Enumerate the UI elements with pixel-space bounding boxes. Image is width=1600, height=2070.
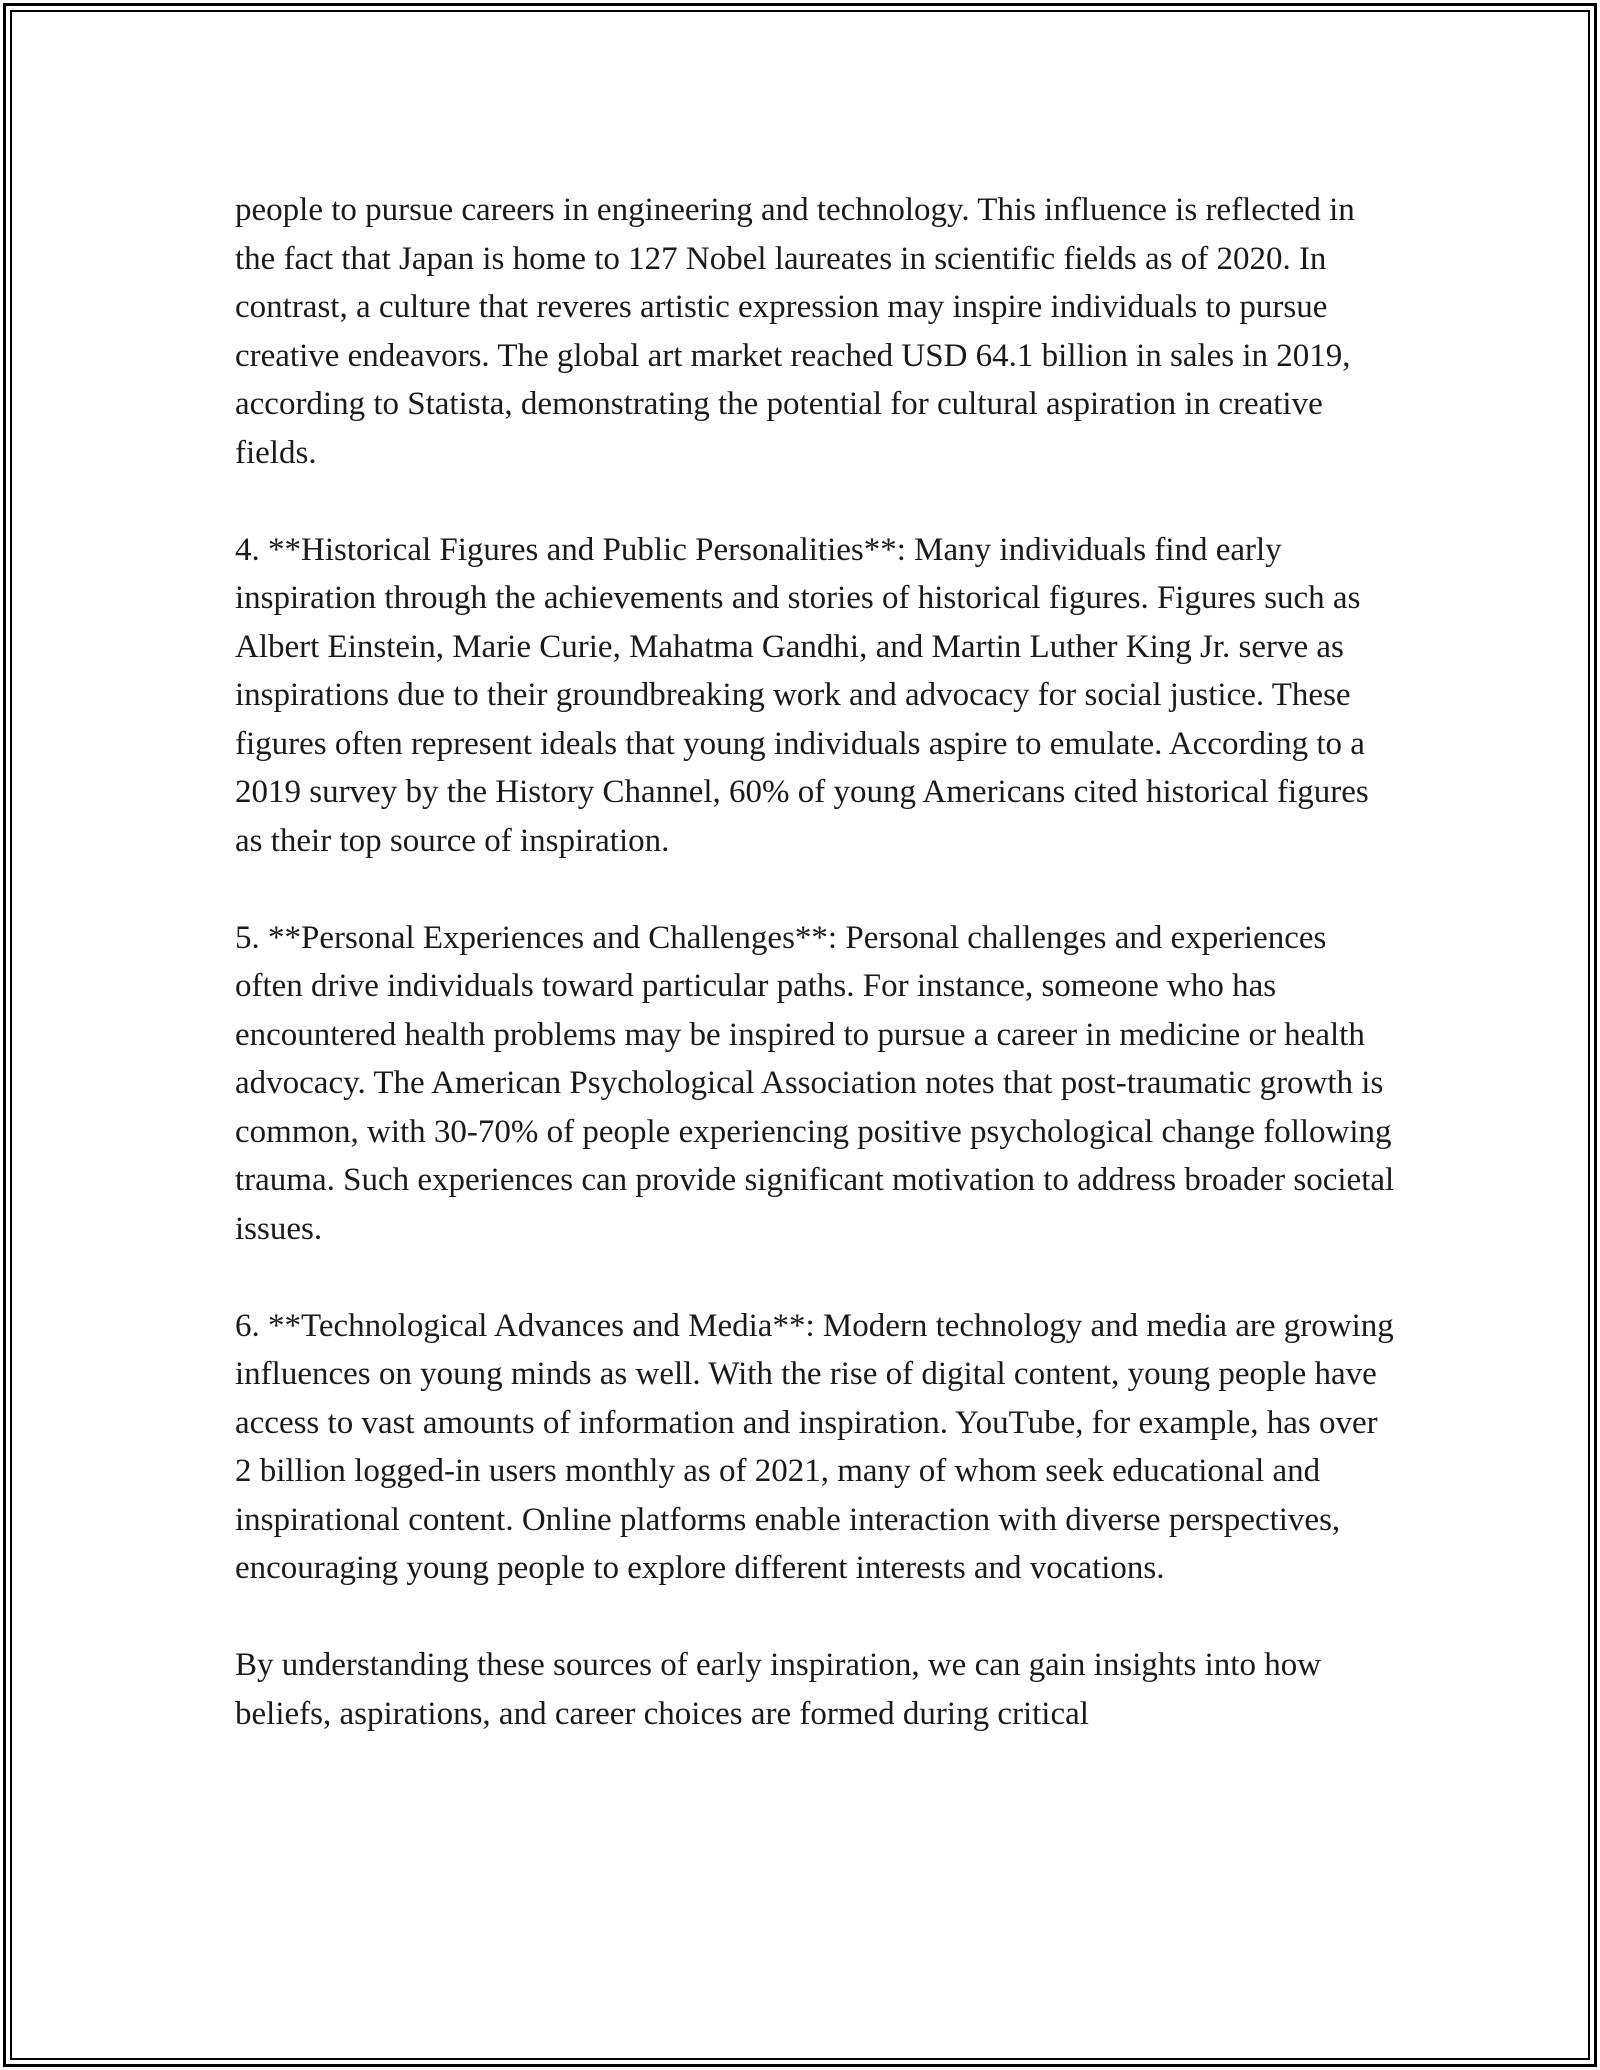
document-body: [235, 186, 1395, 1738]
paragraph-cultural-influence-continued: people to pursue careers in engineering and technology. This influence is reflected in the fact that Japan is home to 127 Nobel laureates in scientific fields as of 2020. In contrast, a culture that reveres artistic expression may inspire individuals to pursue creative endeavors. The global art market reached USD 64.1 billion in sales in 2019, according to Statista, demonstrating the potential for cultural aspiration in creative fields.: [235, 192, 1355, 471]
paragraph-historical-figures: 4. **Historical Figures and Public Personalities**: Many individuals find early inspiration through the achievements and stories of historical figures. Figures such as Albert Einstein, Marie Curie, Mahatma Gandhi, and Martin Luther King Jr. serve as inspirations due to their groundbreaking work and advocacy for social justice. These figures often represent ideals that young individuals aspire to emulate. According to a 2019 survey by the History Channel, 60% of young Americans cited historical figures as their top source of inspiration.: [235, 531, 1369, 859]
paragraph-personal-experiences: 5. **Personal Experiences and Challenges**: Personal challenges and experiences often drive individuals toward particular paths. For instance, someone who has encountered health problems may be inspired to pursue a career in medicine or health advocacy. The American Psychological Association notes that post-traumatic growth is common, with 30-70% of people experiencing positive psychological change following trauma. Such experiences can provide significant motivation to address broader societal issues.: [235, 919, 1395, 1247]
paragraph-conclusion: By understanding these sources of early inspiration, we can gain insights into how beliefs, aspirations, and career choices are formed during critical: [235, 1647, 1322, 1732]
paragraph-technological-advances: 6. **Technological Advances and Media**: Modern technology and media are growing influences on young minds as well. With the rise of digital content, young people have access to vast amounts of information and inspiration. YouTube, for example, has over 2 billion logged-in users monthly as of 2021, many of whom seek educational and inspirational content. Online platforms enable interaction with diverse perspectives, encouraging young people to explore different interests and vocations.: [235, 1307, 1394, 1586]
